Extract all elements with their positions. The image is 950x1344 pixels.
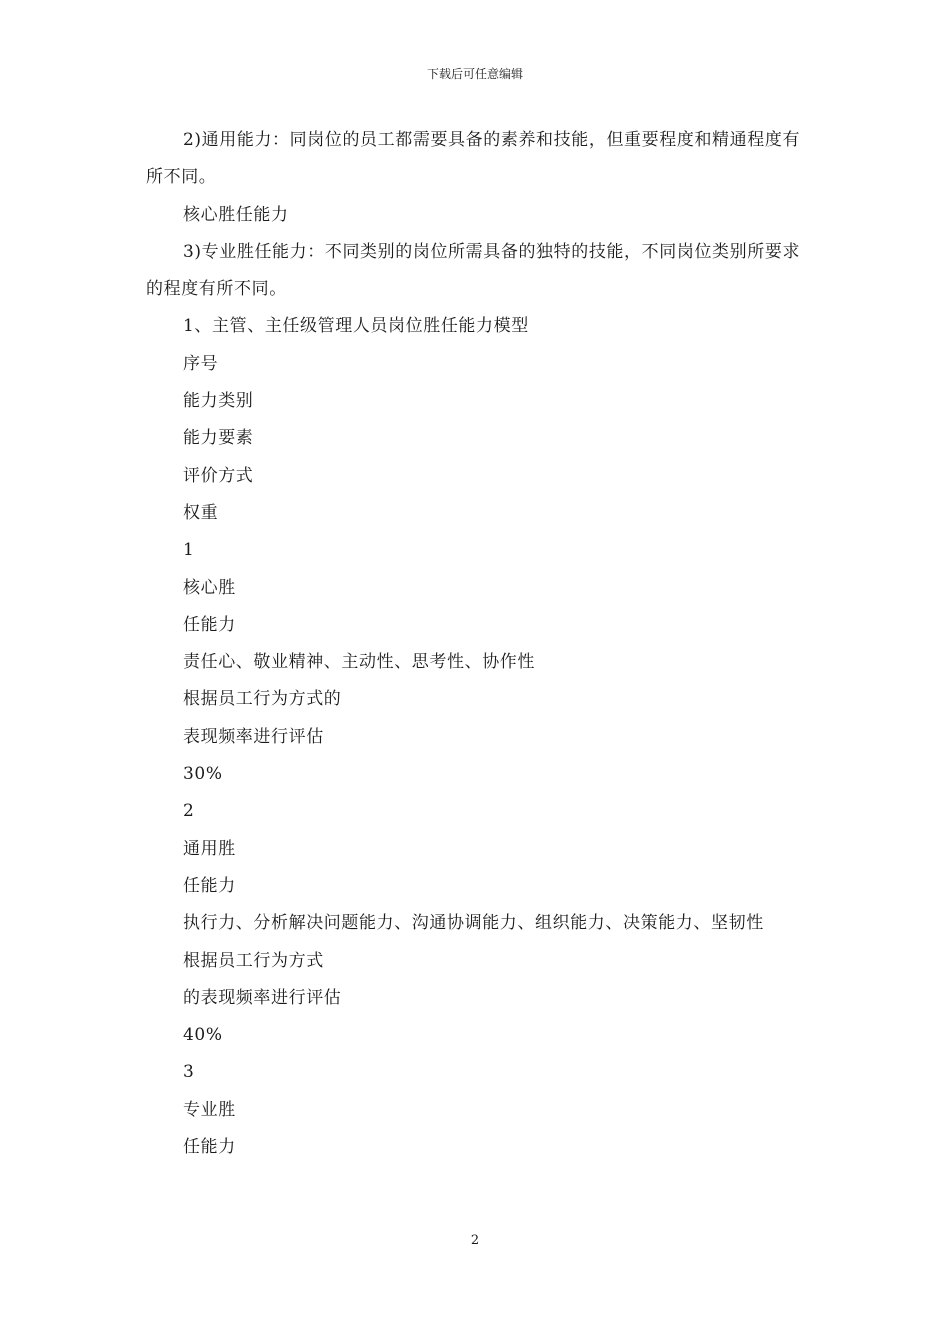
row-2-elements: 执行力、分析解决问题能力、沟通协调能力、组织能力、决策能力、坚韧性	[183, 913, 764, 934]
table-header-evaluation: 评价方式	[183, 465, 254, 486]
row-1-elements: 责任心、敬业精神、主动性、思考性、协作性	[183, 652, 535, 673]
page-number: 2	[470, 1233, 480, 1248]
row-1-evaluation-line-1: 根据员工行为方式的	[183, 689, 342, 710]
row-3-index: 3	[183, 1062, 195, 1083]
page-header: 下载后可任意编辑	[426, 67, 523, 81]
table-header-category: 能力类别	[183, 391, 254, 412]
section-title: 1、主管、主任级管理人员岗位胜任能力模型	[183, 316, 529, 337]
table-header-elements: 能力要素	[183, 428, 254, 449]
row-2-evaluation-line-2: 的表现频率进行评估	[183, 987, 342, 1008]
paragraph-core-competency: 核心胜任能力	[183, 204, 289, 225]
row-3-category-line-2: 任能力	[183, 1137, 236, 1158]
row-3-category-line-1: 专业胜	[183, 1099, 236, 1120]
row-1-evaluation-line-2: 表现频率进行评估	[183, 726, 324, 747]
row-1-index: 1	[183, 540, 195, 561]
paragraph-general-ability: 2)通用能力：同岗位的员工都需要具备的素养和技能，但重要程度和精通程度有所不同。	[146, 130, 801, 188]
row-1-category-line-1: 核心胜	[183, 577, 236, 598]
table-header-index: 序号	[183, 353, 219, 374]
row-2-category-line-1: 通用胜	[183, 838, 236, 859]
row-1-category-line-2: 任能力	[183, 614, 236, 635]
row-2-category-line-2: 任能力	[183, 875, 236, 896]
row-2-evaluation-line-1: 根据员工行为方式	[183, 950, 324, 971]
row-2-weight: 40%	[183, 1025, 223, 1046]
row-1-weight: 30%	[183, 764, 223, 785]
document-body	[146, 122, 810, 1166]
paragraph-professional-ability: 3)专业胜任能力：不同类别的岗位所需具备的独特的技能，不同岗位类别所要求的程度有所不同。	[146, 241, 801, 300]
table-header-weight: 权重	[183, 502, 219, 523]
row-2-index: 2	[183, 801, 195, 822]
